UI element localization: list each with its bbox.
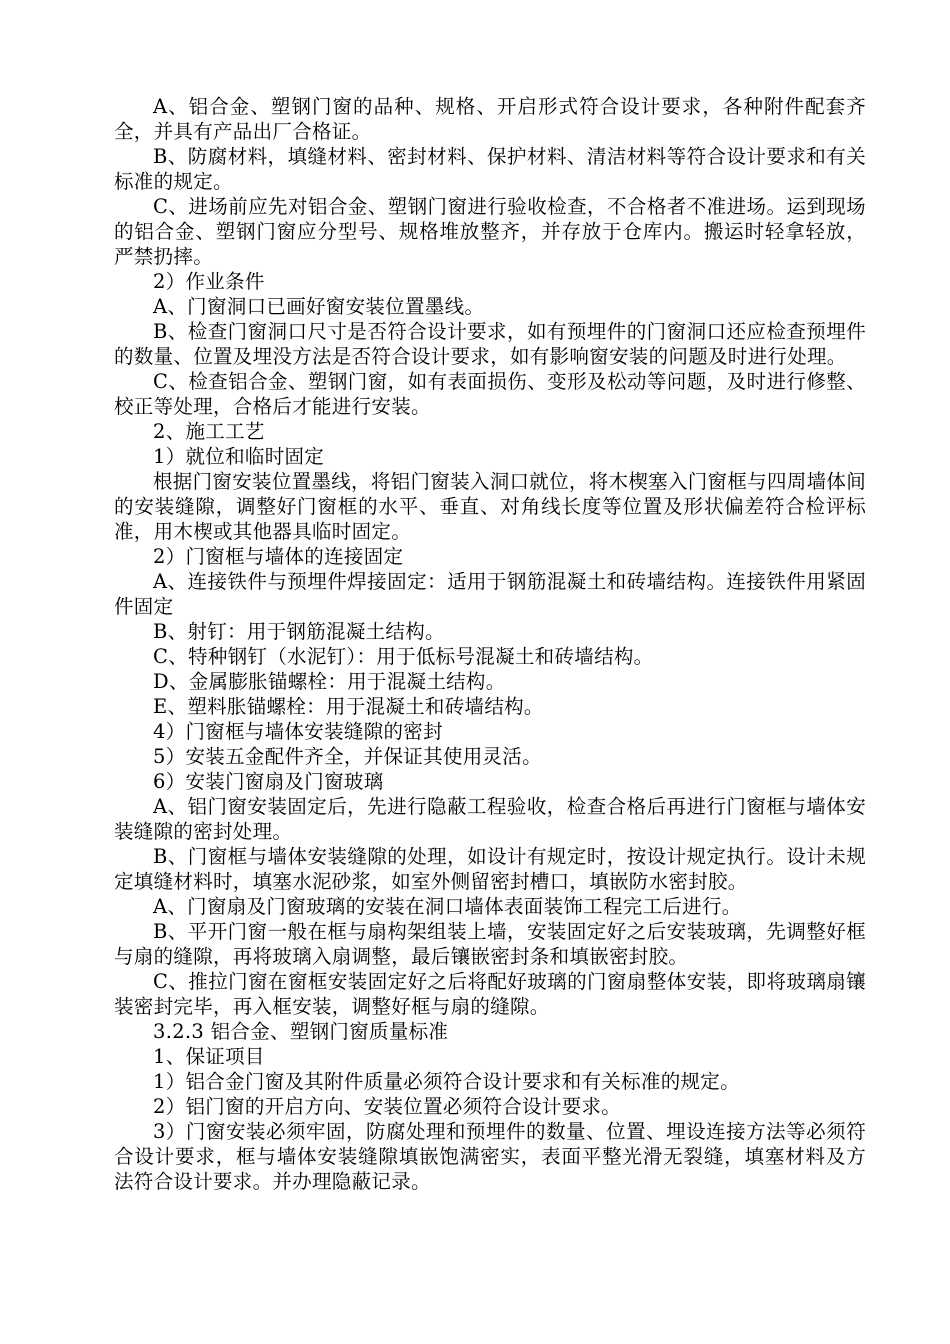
section-heading: 2）作业条件 <box>153 270 265 293</box>
section-heading: 2、施工工艺 <box>153 420 265 443</box>
section-heading: 1、保证项目 <box>153 1045 265 1068</box>
section-heading: 6）安装门窗扇及门窗玻璃 <box>153 770 384 793</box>
paragraph: C、推拉门窗在窗框安装固定好之后将配好玻璃的门窗扇整体安装，即将玻璃扇镶装密封完毕，再入框安装，调整好框与扇的缝隙。 <box>114 970 866 1018</box>
paragraph: A、铝合金、塑钢门窗的品种、规格、开启形式符合设计要求，各种附件配套齐全，并具有产品出厂合格证。 <box>114 95 866 143</box>
paragraph: A、连接铁件与预埋件焊接固定：适用于钢筋混凝土和砖墙结构。连接铁件用紧固件固定 <box>114 570 866 618</box>
paragraph: 5）安装五金配件齐全，并保证其使用灵活。 <box>153 745 542 768</box>
paragraph: C、特种钢钉（水泥钉）：用于低标号混凝土和砖墙结构。 <box>153 645 654 668</box>
paragraph: 根据门窗安装位置墨线，将铝门窗装入洞口就位，将木楔塞入门窗框与四周墙体间的安装缝隙，调整好门窗框的水平、垂直、对角线长度等位置及形状偏差符合检评标准，用木楔或其他器具临时固定。 <box>114 470 866 543</box>
paragraph: B、检查门窗洞口尺寸是否符合设计要求，如有预埋件的门窗洞口还应检查预埋件的数量、位置及埋没方法是否符合设计要求，如有影响窗安装的问题及时进行处理。 <box>114 320 866 368</box>
document-page <box>114 94 866 1194</box>
paragraph: C、进场前应先对铝合金、塑钢门窗进行验收检查，不合格者不准进场。运到现场的铝合金、塑钢门窗应分型号、规格堆放整齐，并存放于仓库内。搬运时轻拿轻放，严禁扔摔。 <box>114 195 866 268</box>
section-heading: 3.2.3 铝合金、塑钢门窗质量标准 <box>153 1020 449 1043</box>
paragraph: D、金属膨胀锚螺栓：用于混凝土结构。 <box>153 670 506 693</box>
paragraph: 1）铝合金门窗及其附件质量必须符合设计要求和有关标准的规定。 <box>153 1070 740 1093</box>
paragraph: A、门窗洞口已画好窗安装位置墨线。 <box>153 295 485 318</box>
section-heading: 4）门窗框与墙体安装缝隙的密封 <box>153 720 443 743</box>
paragraph: B、射钉：用于钢筋混凝土结构。 <box>153 620 445 643</box>
paragraph: 2）铝门窗的开启方向、安装位置必须符合设计要求。 <box>153 1095 622 1118</box>
paragraph: B、门窗框与墙体安装缝隙的处理，如设计有规定时，按设计规定执行。设计未规定填缝材料时，填塞水泥砂浆，如室外侧留密封槽口，填嵌防水密封胶。 <box>114 845 866 893</box>
paragraph: 3）门窗安装必须牢固，防腐处理和预埋件的数量、位置、埋设连接方法等必须符合设计要求，框与墙体安装缝隙填嵌饱满密实，表面平整光滑无裂缝，填塞材料及方法符合设计要求。并办理隐蔽记录。 <box>114 1120 866 1193</box>
paragraph: E、塑料胀锚螺栓：用于混凝土和砖墙结构。 <box>153 695 544 718</box>
paragraph: C、检查铝合金、塑钢门窗，如有表面损伤、变形及松动等问题，及时进行修整、校正等处理，合格后才能进行安装。 <box>114 370 866 418</box>
paragraph: A、铝门窗安装固定后，先进行隐蔽工程验收，检查合格后再进行门窗框与墙体安装缝隙的密封处理。 <box>114 795 866 843</box>
paragraph: B、防腐材料，填缝材料、密封材料、保护材料、清洁材料等符合设计要求和有关标准的规定。 <box>114 145 866 193</box>
paragraph: B、平开门窗一般在框与扇构架组装上墙，安装固定好之后安装玻璃，先调整好框与扇的缝隙，再将玻璃入扇调整，最后镶嵌密封条和填嵌密封胶。 <box>114 920 866 968</box>
section-heading: 2）门窗框与墙体的连接固定 <box>153 545 404 568</box>
paragraph: A、门窗扇及门窗玻璃的安装在洞口墙体表面装饰工程完工后进行。 <box>153 895 742 918</box>
section-heading: 1）就位和临时固定 <box>153 445 325 468</box>
